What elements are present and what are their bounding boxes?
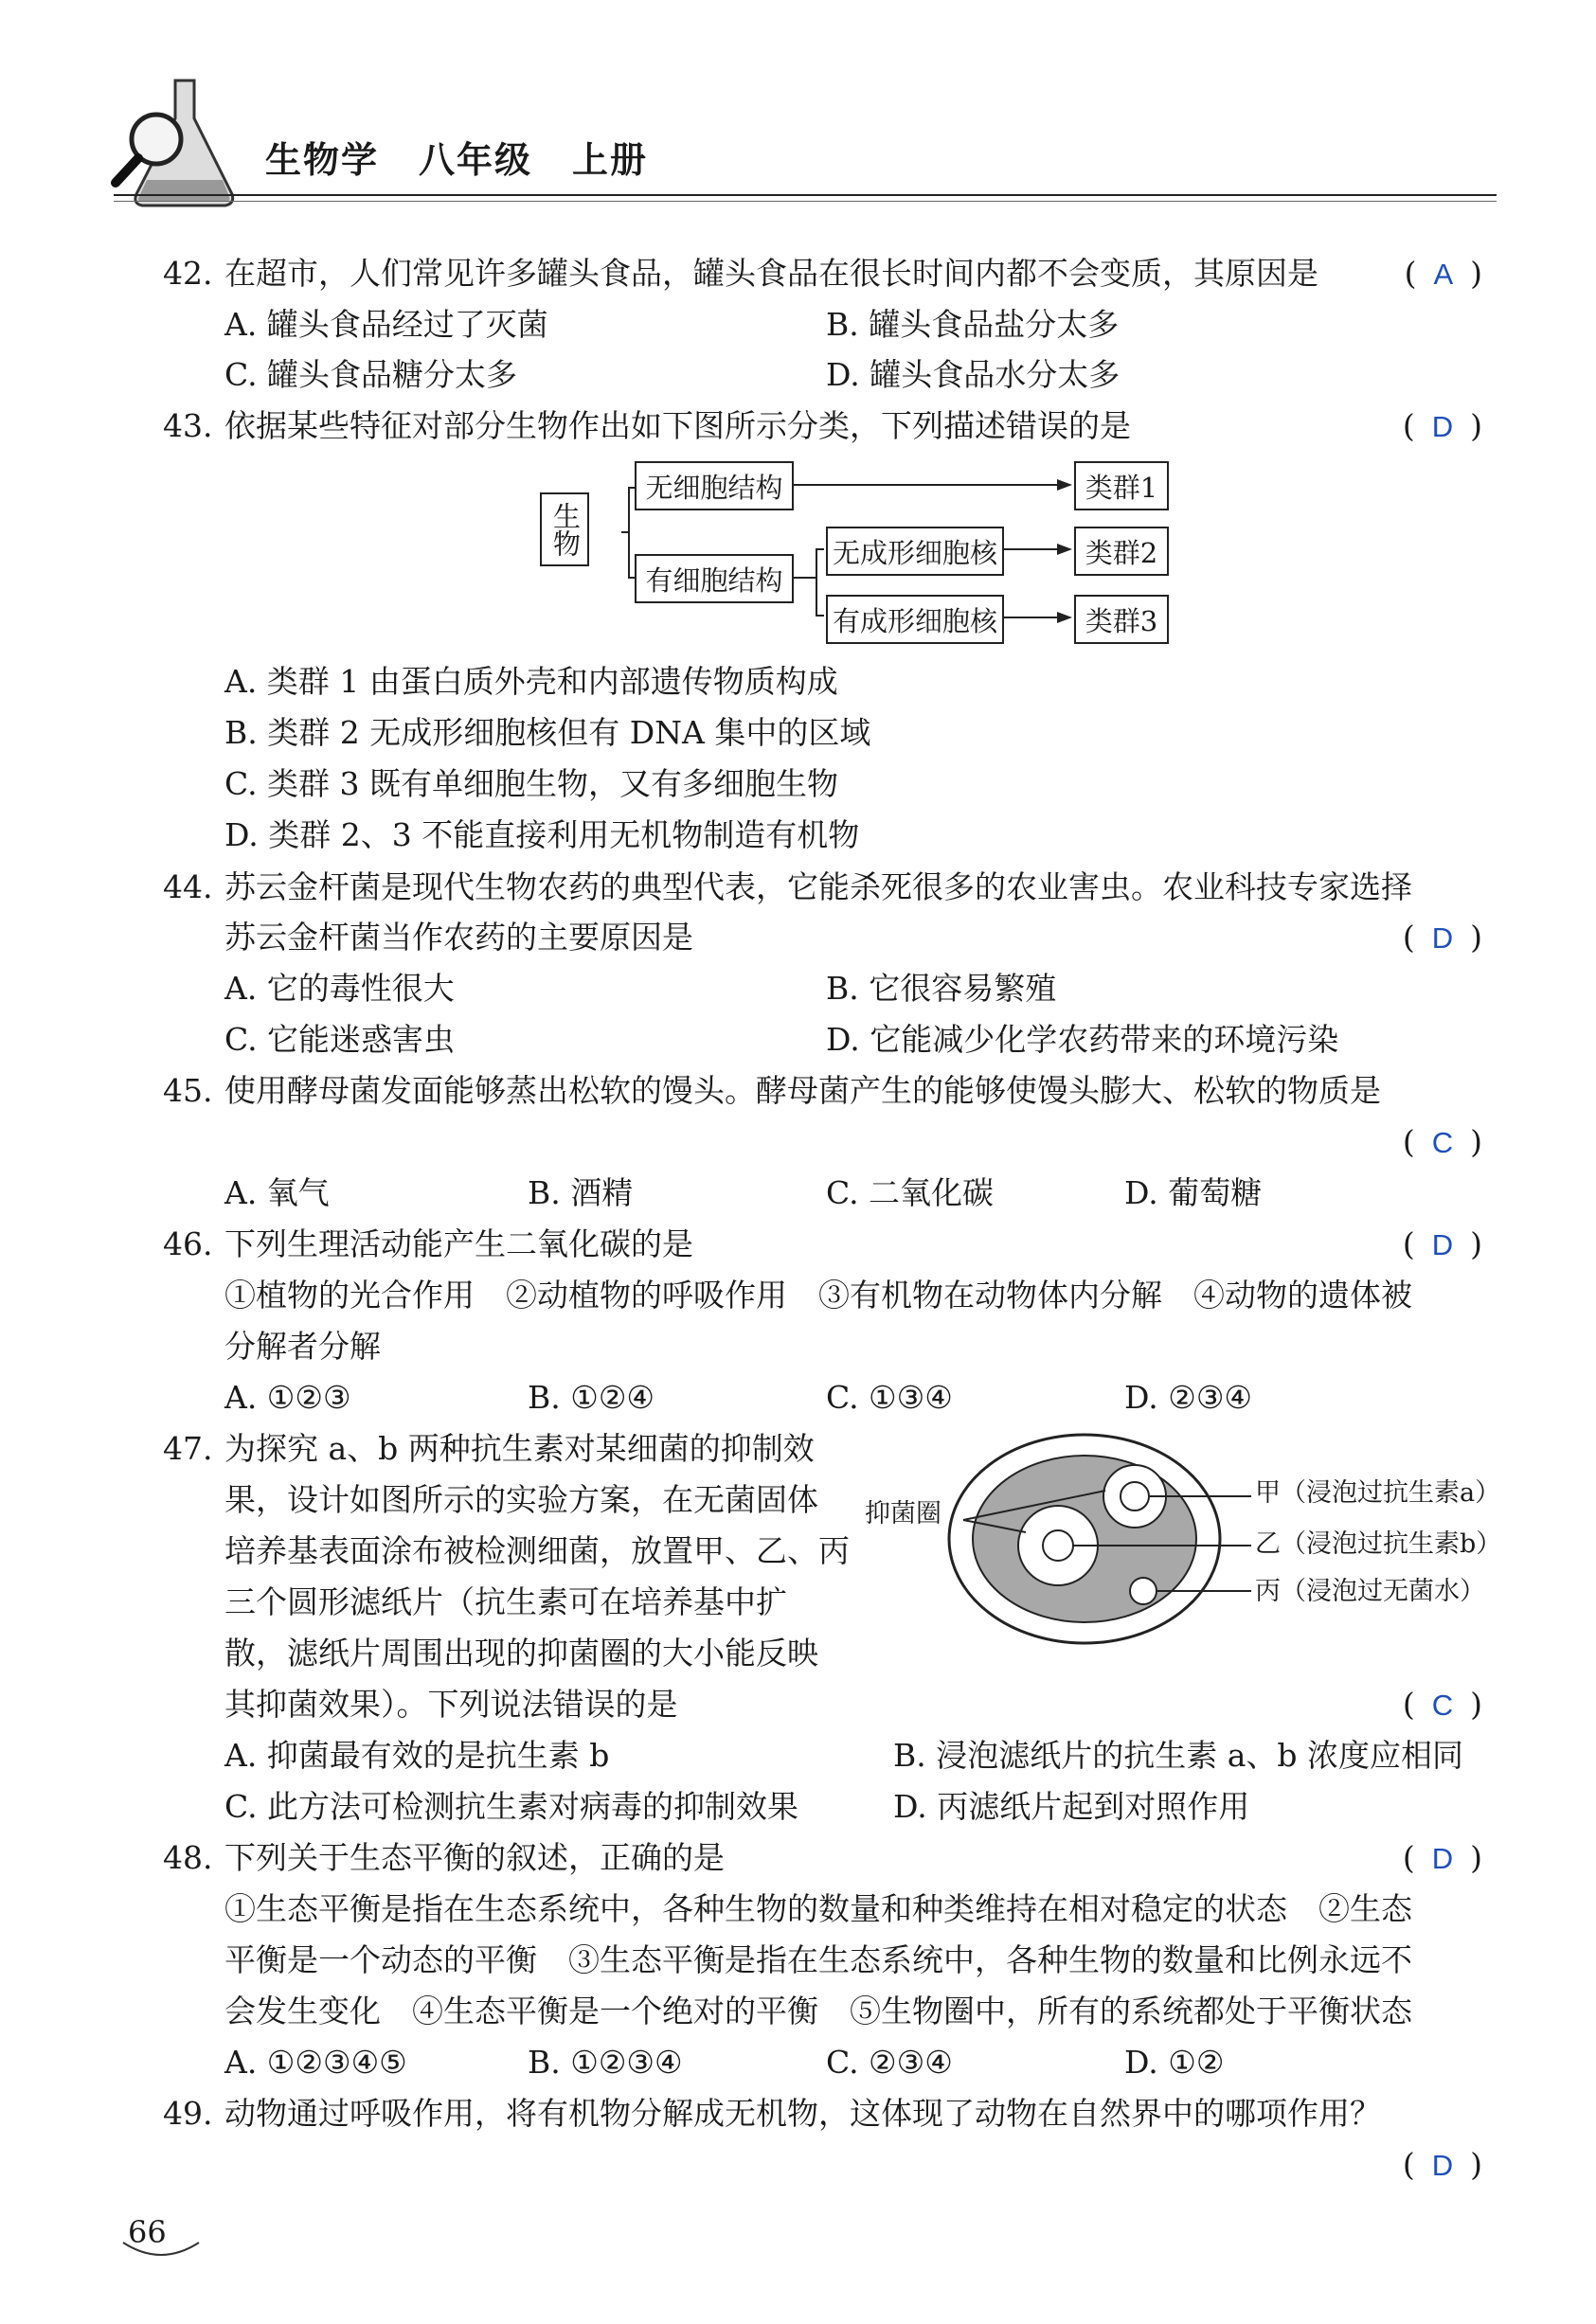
q48-stem: 下列关于生态平衡的叙述，正确的是: [224, 1839, 725, 1876]
q42-option-b: B. 罐头食品盐分太多: [826, 306, 1120, 343]
q48-option-c: C. ②③④: [826, 2044, 953, 2081]
q47-answer-letter: C: [1431, 1689, 1454, 1722]
header-grade: 八年级: [419, 138, 533, 181]
q47-stem-line2: 果，设计如图所示的实验方案，在无菌固体: [224, 1481, 818, 1518]
header-rule-thin: [114, 201, 1497, 202]
q49-number: 49.: [163, 2095, 213, 2132]
q43-diagram-root: 生物: [540, 492, 589, 566]
q42-option-d: D. 罐头食品水分太多: [826, 356, 1121, 393]
q46-answer: ( D ): [1402, 1225, 1482, 1262]
flask-magnifier-logo: [104, 71, 256, 213]
q47-answer: ( C ): [1402, 1686, 1482, 1723]
q48-option-d: D. ①②: [1124, 2044, 1225, 2081]
q47-stem-line5: 散，滤纸片周围出现的抑菌圈的大小能反映: [224, 1635, 818, 1671]
q47-option-a: A. 抑菌最有效的是抗生素 b: [224, 1737, 610, 1774]
q45-answer-letter: C: [1431, 1126, 1454, 1159]
q44-option-b: B. 它很容易繁殖: [826, 970, 1057, 1007]
q47-stem-line3: 培养基表面涂布被检测细菌，放置甲、乙、丙: [224, 1532, 850, 1569]
q46-option-a: A. ①②③: [224, 1379, 351, 1416]
q46-number: 46.: [163, 1225, 213, 1262]
q47-zone-label: 抑菌圈: [865, 1499, 941, 1528]
q46-option-d: D. ②③④: [1124, 1379, 1253, 1416]
q43-answer: ( D ): [1402, 407, 1482, 444]
q47-option-d: D. 丙滤纸片起到对照作用: [893, 1788, 1250, 1825]
q48-option-b: B. ①②③④: [528, 2044, 683, 2081]
q46-statements-line1: ①植物的光合作用 ②动植物的呼吸作用 ③有机物在动物体内分解 ④动物的遗体被: [224, 1277, 1412, 1314]
q43-option-a: A. 类群 1 由蛋白质外壳和内部遗传物质构成: [224, 663, 838, 700]
q47-number: 47.: [163, 1430, 213, 1467]
q48-statements-line3: 会发生变化 ④生态平衡是一个绝对的平衡 ⑤生物圈中，所有的系统都处于平衡状态: [224, 1993, 1412, 2029]
q42-option-a: A. 罐头食品经过了灭菌: [224, 306, 548, 343]
q43-option-b: B. 类群 2 无成形细胞核但有 DNA 集中的区域: [224, 714, 871, 751]
q48-answer: ( D ): [1402, 1839, 1482, 1876]
q47-label-jia: 甲（浸泡过抗生素a）: [1255, 1478, 1501, 1508]
q44-answer: ( D ): [1402, 919, 1482, 956]
q43-diagram-group3: 类群3: [1074, 595, 1169, 644]
page-header-title: [265, 131, 688, 183]
q49-stem: 动物通过呼吸作用，将有机物分解成无机物，这体现了动物在自然界中的哪项作用？: [224, 2095, 1381, 2132]
q43-diagram-nucleus: 有成形细胞核: [826, 595, 1004, 644]
header-volume: 上册: [572, 138, 649, 181]
q45-option-d: D. 葡萄糖: [1124, 1174, 1263, 1211]
q43-number: 43.: [163, 407, 213, 444]
q43-diagram-no-nucleus: 无成形细胞核: [826, 527, 1004, 576]
header-subject: 生物学: [265, 138, 380, 181]
q47-petri-dish-figure: [942, 1421, 1255, 1657]
page-number: 66: [128, 2214, 167, 2250]
q48-statements-line2: 平衡是一个动态的平衡 ③生态平衡是指在生态系统中，各种生物的数量和比例永远不: [224, 1941, 1412, 1978]
q44-stem: 苏云金杆菌是现代生物农药的典型代表，它能杀死很多的农业害虫。农业科技专家选择: [224, 868, 1412, 905]
q48-number: 48.: [163, 1839, 213, 1876]
q44-number: 44.: [163, 868, 213, 905]
q45-number: 45.: [163, 1072, 213, 1109]
q44-option-d: D. 它能减少化学农药带来的环境污染: [826, 1021, 1339, 1058]
q47-stem-line6: 其抑菌效果）。下列说法错误的是: [224, 1686, 678, 1723]
q43-option-c: C. 类群 3 既有单细胞生物，又有多细胞生物: [224, 765, 839, 802]
q45-option-a: A. 氧气: [224, 1174, 330, 1211]
q45-stem: 使用酵母菌发面能够蒸出松软的馒头。酵母菌产生的能够使馒头膨大、松软的物质是: [224, 1072, 1381, 1109]
q46-answer-letter: D: [1431, 1228, 1454, 1261]
q43-diagram-group1: 类群1: [1074, 461, 1169, 510]
page-number-ornament: [118, 2235, 204, 2263]
q42-stem: 在超市，人们常见许多罐头食品，罐头食品在很长时间内都不会变质，其原因是: [224, 255, 1318, 292]
q44-option-c: C. 它能迷惑害虫: [224, 1021, 456, 1058]
q43-stem: 依据某些特征对部分生物作出如下图所示分类，下列描述错误的是: [224, 407, 1131, 444]
q42-option-c: C. 罐头食品糖分太多: [224, 356, 518, 393]
q48-statements-line1: ①生态平衡是指在生态系统中，各种生物的数量和种类维持在相对稳定的状态 ②生态: [224, 1890, 1412, 1927]
q49-answer-letter: D: [1431, 2149, 1454, 2182]
q43-answer-letter: D: [1431, 410, 1454, 443]
q47-label-yi: 乙（浸泡过抗生素b）: [1255, 1529, 1502, 1559]
q43-diagram-group2: 类群2: [1074, 527, 1169, 576]
q43-diagram-cell-structure: 有细胞结构: [635, 554, 794, 603]
q43-option-d: D. 类群 2、3 不能直接利用无机物制造有机物: [224, 816, 860, 853]
q48-answer-letter: D: [1431, 1842, 1454, 1875]
q46-option-b: B. ①②④: [528, 1379, 655, 1416]
q49-answer: ( D ): [1402, 2146, 1482, 2183]
q47-option-c: C. 此方法可检测抗生素对病毒的抑制效果: [224, 1788, 799, 1825]
q46-stem: 下列生理活动能产生二氧化碳的是: [224, 1225, 693, 1262]
q47-stem-line4: 三个圆形滤纸片（抗生素可在培养基中扩: [224, 1583, 787, 1620]
q45-option-b: B. 酒精: [528, 1174, 634, 1211]
q42-number: 42.: [163, 255, 213, 292]
header-rule: [114, 194, 1497, 196]
q42-answer-letter: A: [1433, 258, 1454, 291]
q47-stem-line1: 为探究 a、b 两种抗生素对某细菌的抑制效: [224, 1430, 815, 1467]
q46-statements-line2: 分解者分解: [224, 1328, 381, 1365]
q48-option-a: A. ①②③④⑤: [224, 2044, 407, 2081]
q44-answer-letter: D: [1431, 921, 1454, 955]
q44-stem-line2: 苏云金杆菌当作农药的主要原因是: [224, 919, 693, 956]
q46-option-c: C. ①③④: [826, 1379, 953, 1416]
q47-label-bing: 丙（浸泡过无菌水）: [1255, 1577, 1485, 1606]
q42-answer: ( A ): [1404, 255, 1482, 292]
q47-option-b: B. 浸泡滤纸片的抗生素 a、b 浓度应相同: [893, 1737, 1464, 1774]
q45-option-c: C. 二氧化碳: [826, 1174, 995, 1211]
q45-answer: ( C ): [1402, 1123, 1482, 1160]
q44-option-a: A. 它的毒性很大: [224, 970, 455, 1007]
q43-diagram-no-cell-structure: 无细胞结构: [635, 461, 794, 510]
